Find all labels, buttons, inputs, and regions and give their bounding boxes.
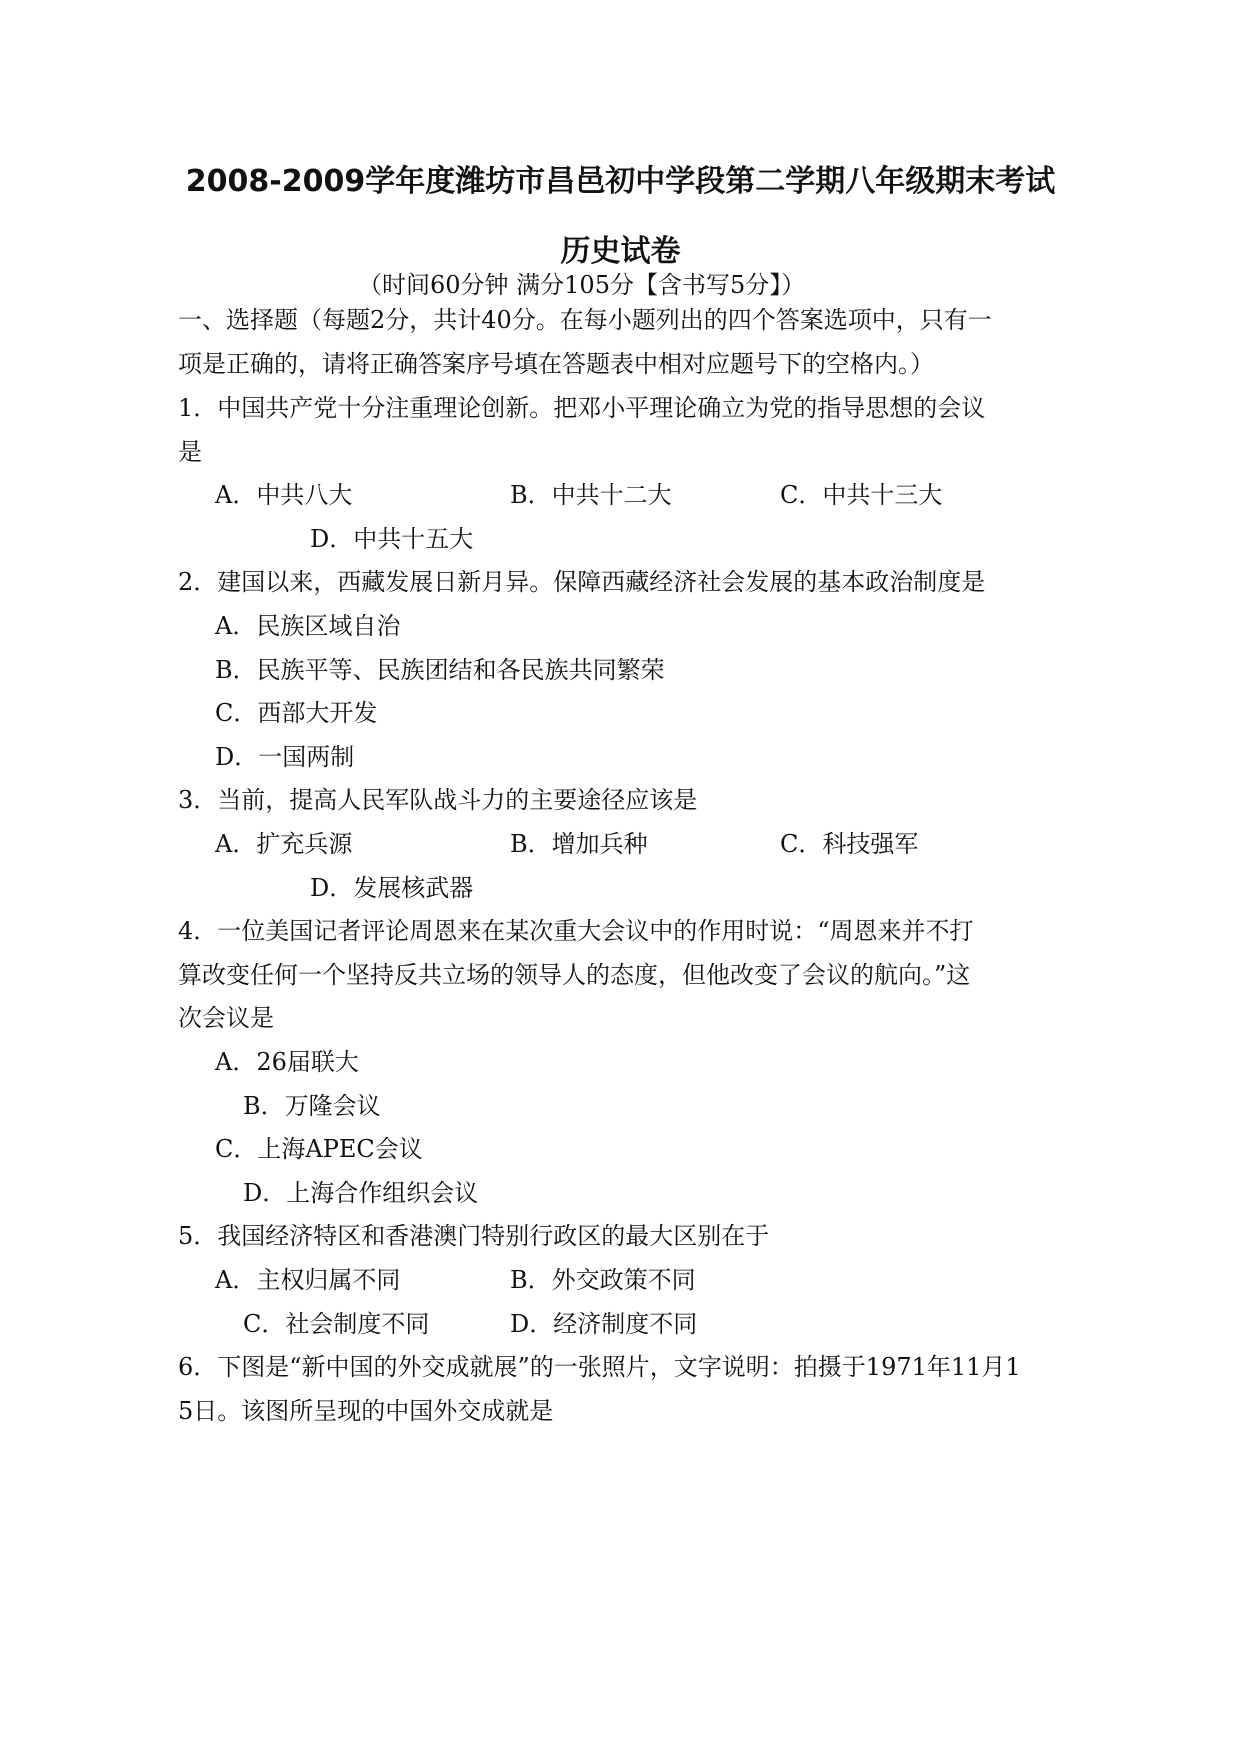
exam-subtitle: （时间60分钟 满分105分【含书写5分】） [358,271,806,299]
question-4-option-d: D．上海合作组织会议 [243,1179,479,1207]
question-4-option-a: A．26届联大 [215,1048,359,1076]
question-5-option-c: C．社会制度不同 [243,1310,430,1338]
question-4-stem: 算改变任何一个坚持反共立场的领导人的态度，但他改变了会议的航向。”这 [178,961,971,989]
question-2-option-b: B．民族平等、民族团结和各民族共同繁荣 [215,656,665,684]
section-header-line: 项是正确的，请将正确答案序号填在答题表中相对应题号下的空格内。） [178,350,934,378]
question-2-option-d: D．一国两制 [215,743,355,771]
question-5-option-b: B．外交政策不同 [510,1266,696,1294]
question-1-option-b: B．中共十二大 [510,481,672,509]
question-1-option-d: D．中共十五大 [310,525,474,553]
question-4-stem: 4．一位美国记者评论周恩来在某次重大会议中的作用时说：“周恩来并不打 [178,917,974,945]
question-5-option-d: D．经济制度不同 [510,1310,698,1338]
question-5-stem: 5．我国经济特区和香港澳门特别行政区的最大区别在于 [178,1222,770,1250]
question-2-option-c: C．西部大开发 [215,699,378,727]
exam-title: 2008-2009学年度潍坊市昌邑初中学段第二学期八年级期末考试 [185,164,1056,199]
question-2-stem: 2．建国以来，西藏发展日新月异。保障西藏经济社会发展的基本政治制度是 [178,568,986,596]
question-2-option-a: A．民族区域自治 [215,612,401,640]
question-3-stem: 3．当前，提高人民军队战斗力的主要途径应该是 [178,786,698,814]
exam-subject-title: 历史试卷 [560,234,681,269]
question-6-stem: 6．下图是“新中国的外交成就展”的一张照片，文字说明：拍摄于1971年11月1 [178,1353,1021,1381]
question-3-option-c: C．科技强军 [780,830,919,858]
question-5-option-a: A．主权归属不同 [215,1266,401,1294]
question-1-option-a: A．中共八大 [215,481,353,509]
question-4-option-b: B．万隆会议 [243,1092,381,1120]
question-1-option-c: C．中共十三大 [780,481,943,509]
question-6-stem: 5日。该图所呈现的中国外交成就是 [178,1397,554,1425]
question-1-stem: 是 [178,438,202,466]
question-3-option-d: D．发展核武器 [310,874,474,902]
question-3-option-b: B．增加兵种 [510,830,648,858]
question-4-option-c: C．上海APEC会议 [215,1135,423,1163]
section-header-line: 一、选择题（每题2分，共计40分。在每小题列出的四个答案选项中，只有一 [178,306,992,334]
question-3-option-a: A．扩充兵源 [215,830,353,858]
question-1-stem: 1．中国共产党十分注重理论创新。把邓小平理论确立为党的指导思想的会议 [178,394,986,422]
question-4-stem: 次会议是 [178,1004,274,1032]
